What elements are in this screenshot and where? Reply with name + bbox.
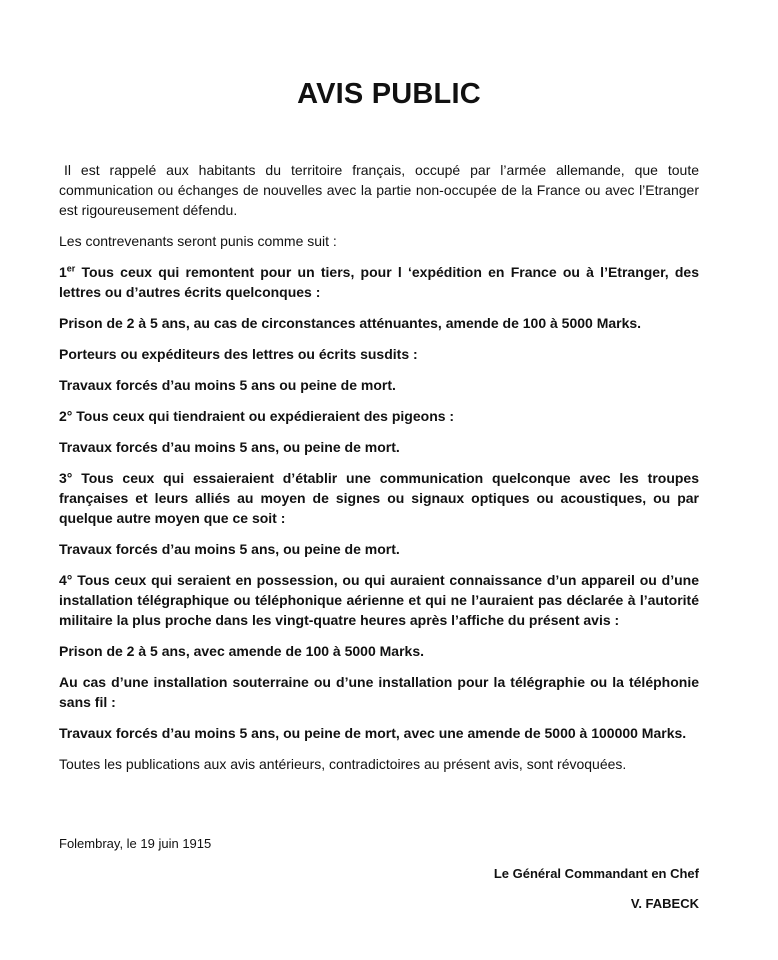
underground-paragraph: Au cas d’une installation souterraine ou d’une installation pour la télégraphie ou la téléphonie sans fil : [59,674,699,710]
article-3: 3° Tous ceux qui essaieraient d’établir une communication quelconque avec les troupes françaises et leurs alliés au moyen de signes ou signaux optiques ou acoustiques, ou par quelque autre moyen que ce soit : [59,470,699,526]
article-1-number: 1 [59,264,67,280]
article-2-penalty: Travaux forcés d’au moins 5 ans, ou peine de mort. [59,439,400,455]
intro-paragraph: Il est rappelé aux habitants du territoire français, occupé par l’armée allemande, que toute communication ou échanges de nouvelles avec la partie non-occupée de la France ou avec l’Etranger est rigoureusement défendu. [59,162,699,218]
underground-penalty: Travaux forcés d’au moins 5 ans, ou peine de mort, avec une amende de 5000 à 100000 Marks. [59,725,687,741]
signature-role: Le Général Commandant en Chef [493,866,699,881]
article-1-text: Tous ceux qui remontent pour un tiers, pour l ‘expédition en France ou à l’Etranger, des lettres ou d’autres écrits quelconques : [59,264,699,300]
offenders-paragraph: Les contrevenants seront punis comme suit : [59,233,337,249]
page-title: AVIS PUBLIC [297,78,481,110]
article-4-penalty: Prison de 2 à 5 ans, avec amende de 100 à 5000 Marks. [59,643,424,659]
article-1-superscript: er [66,263,76,274]
signature-name: V. FABECK [630,896,699,911]
carriers-penalty: Travaux forcés d’au moins 5 ans ou peine de mort. [59,377,396,393]
article-2: 2° Tous ceux qui tiendraient ou expédieraient des pigeons : [59,408,455,424]
notice-body [59,160,699,785]
revocation-paragraph: Toutes les publications aux avis antérieurs, contradictoires au présent avis, sont révoquées. [59,756,627,772]
article-1-penalty: Prison de 2 à 5 ans, au cas de circonstances atténuantes, amende de 100 à 5000 Marks. [59,315,642,331]
article-4: 4° Tous ceux qui seraient en possession, ou qui auraient connaissance d’un appareil ou d’une installation télégraphique ou téléphonique aérienne et qui ne l’auraient pas déclarée à l’autorité militaire la plus proche dans les vingt-quatre heures après l’affiche du présent avis : [59,572,699,628]
carriers-paragraph: Porteurs ou expéditeurs des lettres ou écrits susdits : [59,346,418,362]
place-date: Folembray, le 19 juin 1915 [59,836,212,851]
article-1 [59,262,699,302]
article-3-penalty: Travaux forcés d’au moins 5 ans, ou peine de mort. [59,541,400,557]
